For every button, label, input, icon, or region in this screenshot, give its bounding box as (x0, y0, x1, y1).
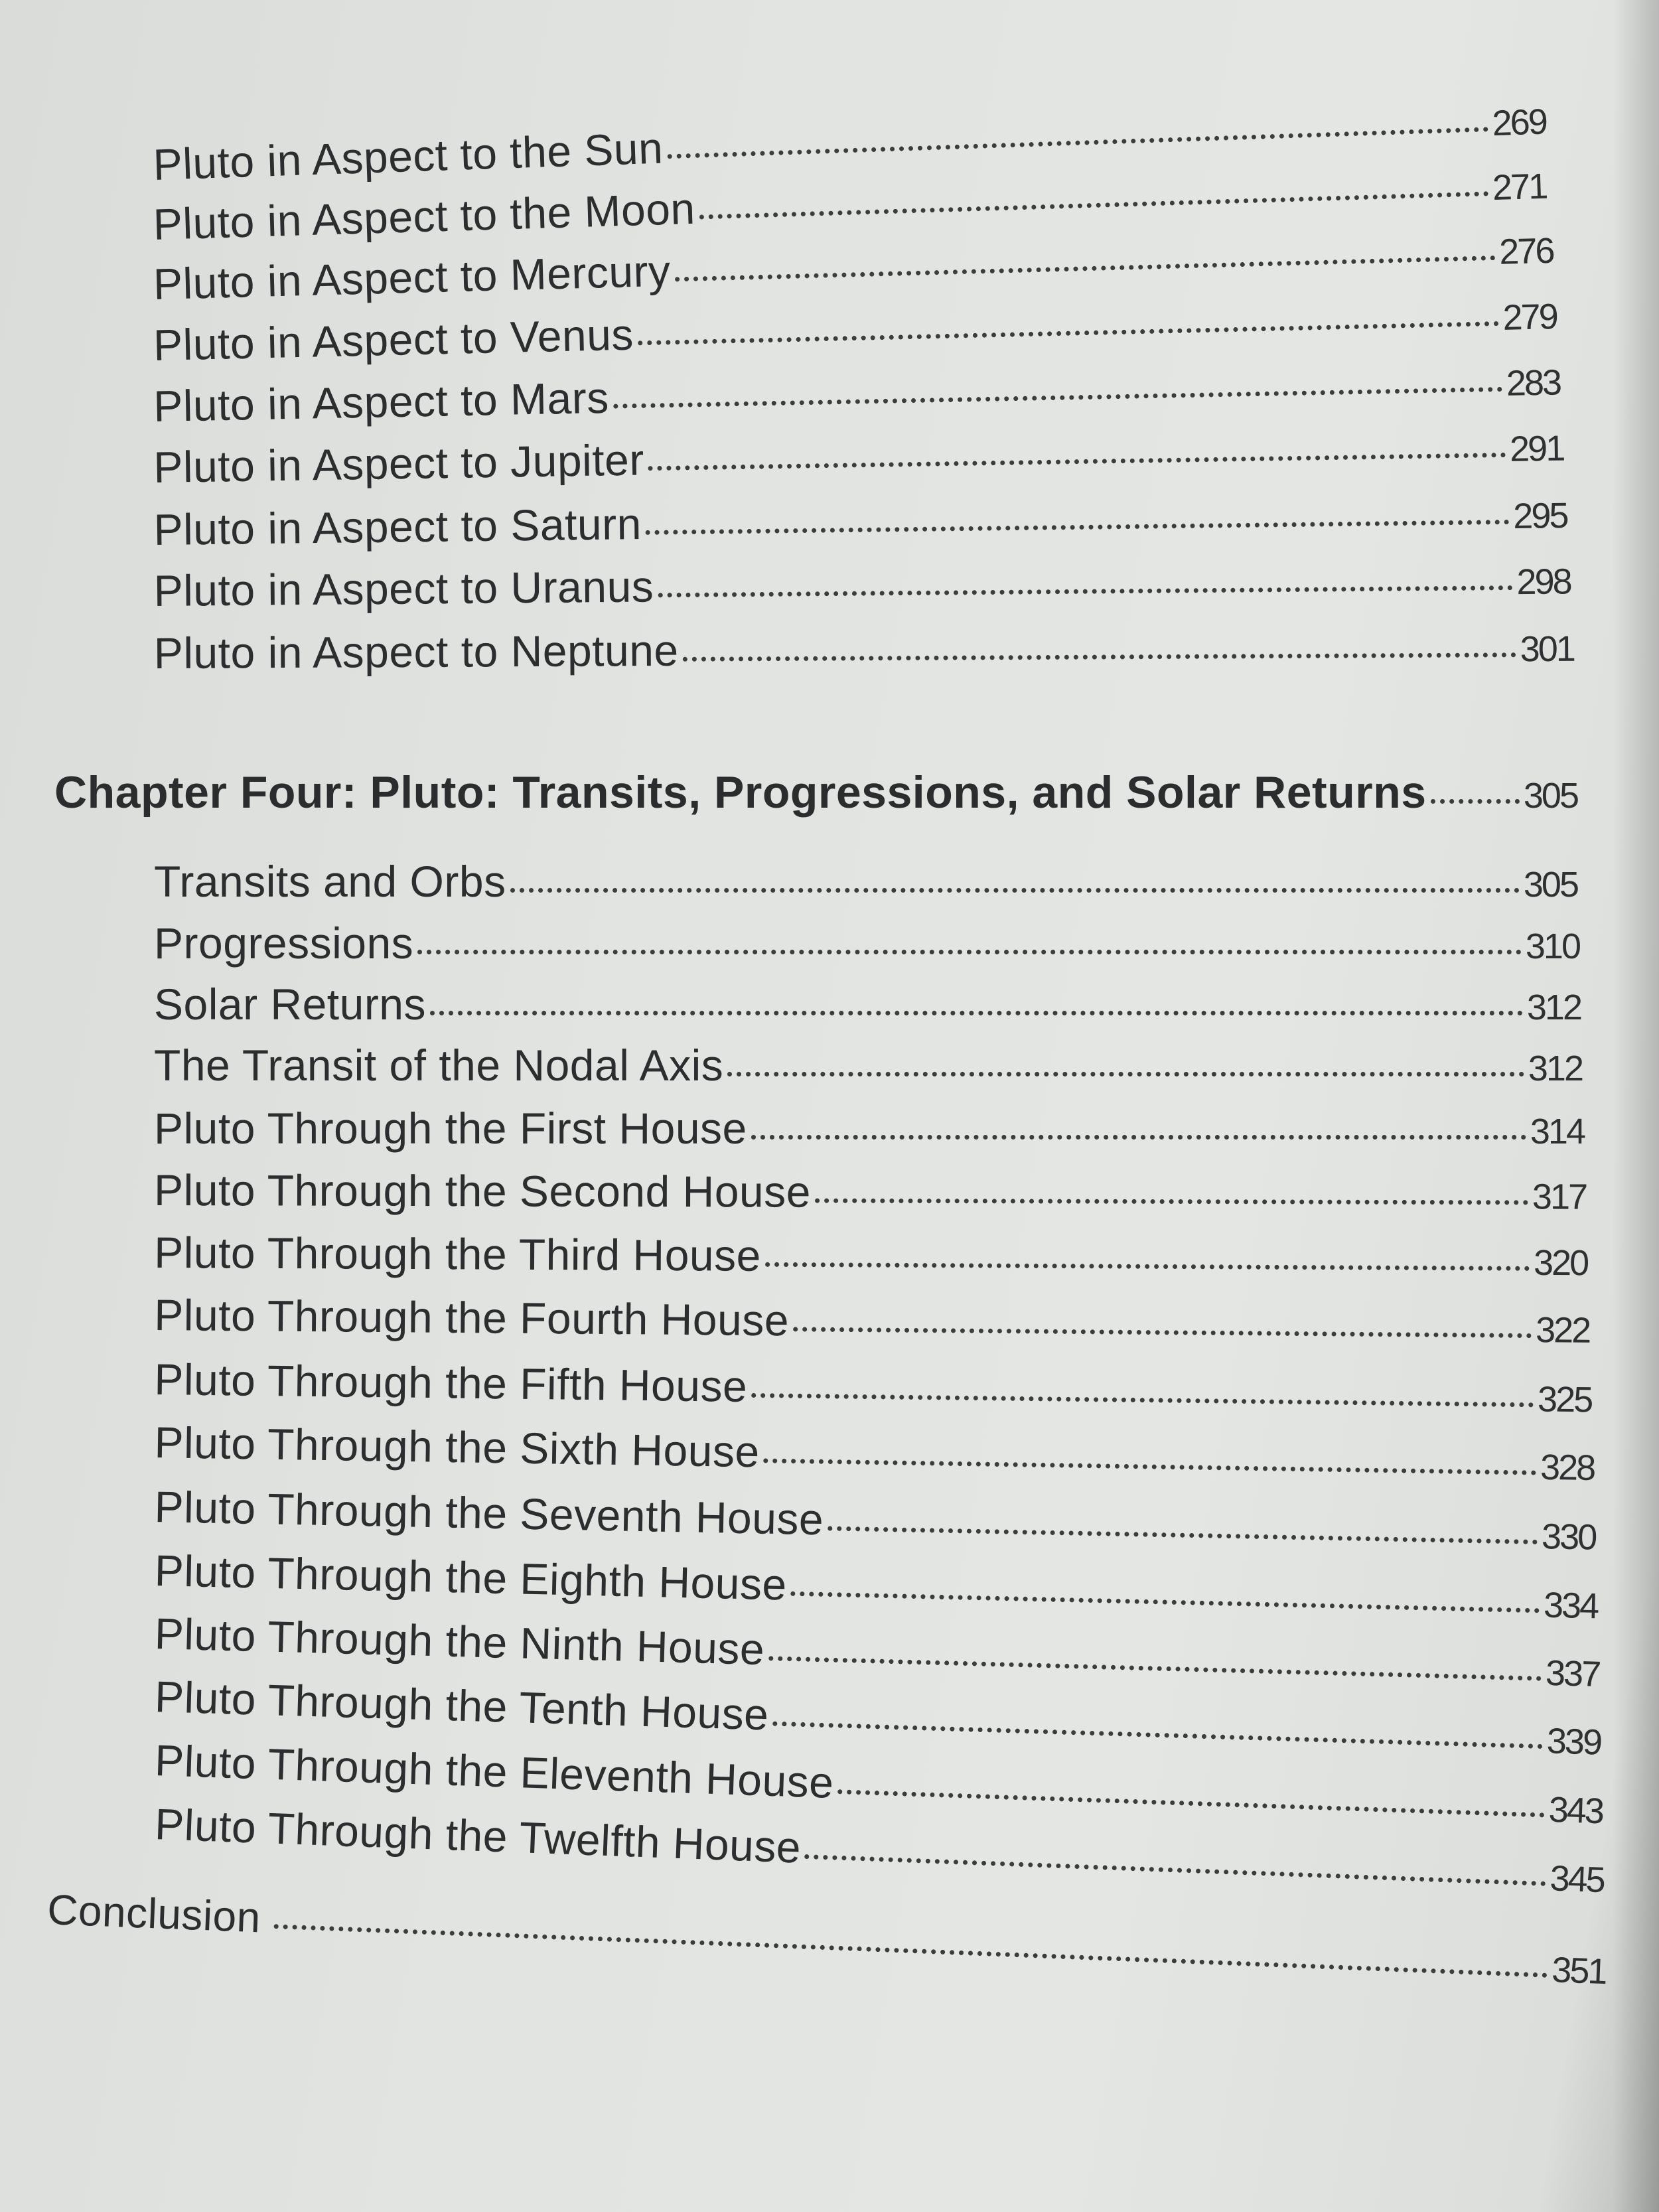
dot-leader (430, 1011, 1523, 1015)
dot-leader (790, 1591, 1540, 1613)
toc-entry[interactable] (154, 856, 1577, 907)
toc-page-number: 345 (1549, 1858, 1605, 1901)
toc-entry-title: Pluto Through the Fifth House (154, 1355, 748, 1411)
toc-entry-title: Pluto Through the Sixth House (154, 1418, 760, 1477)
toc-entry-title: Pluto in Aspect to Neptune (153, 625, 679, 678)
toc-entry[interactable] (154, 1417, 1595, 1490)
toc-entry[interactable] (153, 553, 1571, 616)
toc-entry-title: Pluto in Aspect to Mars (153, 372, 610, 431)
toc-page-number: 301 (1520, 628, 1574, 670)
toc-entry[interactable] (154, 1227, 1587, 1285)
toc-entry[interactable] (154, 918, 1579, 968)
dot-leader (815, 1199, 1528, 1205)
toc-page-number: 337 (1545, 1653, 1600, 1695)
dot-leader (646, 520, 1510, 535)
toc-entry[interactable] (154, 1165, 1586, 1219)
toc-entry-title: Pluto in Aspect to Jupiter (153, 435, 645, 492)
toc-entry-title: Pluto in Aspect to Uranus (153, 561, 654, 616)
dot-leader (763, 1458, 1536, 1475)
toc-entry-title: Transits and Orbs (154, 857, 506, 906)
toc-page-number: 276 (1498, 230, 1554, 272)
dot-leader (510, 888, 1520, 893)
toc-entry-title: Pluto Through the Twelfth House (154, 1799, 802, 1872)
dot-leader (727, 1072, 1524, 1076)
toc-entry[interactable] (154, 1290, 1590, 1353)
toc-entry-title: Pluto Through the Eleventh House (154, 1735, 835, 1807)
dot-leader (765, 1262, 1530, 1271)
dot-leader (837, 1789, 1545, 1817)
toc-entry[interactable] (154, 1040, 1582, 1090)
toc-entry[interactable] (154, 1354, 1592, 1422)
toc-page-number: 328 (1540, 1447, 1595, 1489)
toc-entry-title: Pluto in Aspect to Saturn (153, 499, 642, 555)
toc-page-number: 305 (1523, 865, 1577, 905)
toc-entry[interactable] (154, 621, 1574, 678)
toc-entry-title: Solar Returns (154, 980, 427, 1029)
toc-entry-title: Pluto in Aspect to the Moon (152, 183, 696, 250)
dot-leader (417, 950, 1522, 954)
dot-leader (273, 1924, 1548, 1978)
toc-page-number: 291 (1509, 428, 1564, 469)
dot-leader (667, 127, 1488, 159)
toc-page-number: 334 (1543, 1585, 1598, 1627)
toc-page-number: 279 (1502, 297, 1557, 338)
toc-page-number: 322 (1535, 1310, 1590, 1351)
toc-page-number: 314 (1530, 1112, 1584, 1151)
toc-entry[interactable] (153, 487, 1567, 555)
dot-leader (638, 321, 1499, 345)
toc-entry-title: Pluto Through the Eighth House (154, 1546, 788, 1609)
toc-entry-title: The Transit of the Nodal Axis (154, 1041, 724, 1090)
toc-page-number: 305 (1523, 776, 1577, 816)
conclusion-entry[interactable] (46, 1885, 1607, 1994)
toc-page-number: 295 (1512, 495, 1567, 536)
toc-entry[interactable] (154, 979, 1581, 1029)
dot-leader (699, 191, 1489, 219)
toc-page-number: 351 (1551, 1950, 1607, 1992)
dot-leader (772, 1722, 1543, 1749)
dot-leader (675, 256, 1496, 281)
toc-entry-title: Pluto Through the Second House (154, 1165, 811, 1217)
toc-page-number: 283 (1506, 362, 1561, 404)
chapter-title: Chapter Four: Pluto: Transits, Progressions, and Solar Returns (54, 767, 1427, 818)
toc-page-number: 310 (1525, 926, 1579, 966)
dot-leader (793, 1327, 1532, 1338)
toc-page-number: 269 (1491, 102, 1547, 144)
toc-page-number: 317 (1532, 1177, 1587, 1217)
chapter-heading[interactable] (54, 767, 1577, 818)
toc-entry-title: Pluto Through the First House (154, 1104, 747, 1153)
dot-leader (751, 1135, 1526, 1140)
dot-leader (683, 652, 1516, 662)
toc-entry-title: Pluto Through the Tenth House (154, 1672, 770, 1739)
dot-leader (751, 1393, 1534, 1407)
toc-page-number: 339 (1546, 1721, 1601, 1763)
toc-entry-title: Pluto Through the Seventh House (154, 1482, 824, 1544)
toc-entry-title: Pluto Through the Ninth House (154, 1609, 766, 1674)
toc-page-number: 320 (1533, 1242, 1588, 1284)
toc-page-number: 298 (1516, 561, 1571, 603)
toc-entry[interactable] (154, 1481, 1596, 1560)
toc-entry-title: Progressions (154, 919, 414, 968)
toc-page-number: 312 (1526, 988, 1581, 1027)
toc-page-number: 343 (1548, 1789, 1603, 1832)
dot-leader (768, 1656, 1542, 1681)
dot-leader (828, 1526, 1538, 1544)
toc-entry-title: Pluto in Aspect to the Sun (152, 123, 664, 190)
toc-page-number: 330 (1541, 1516, 1596, 1558)
toc-page-number: 325 (1537, 1379, 1592, 1420)
toc-entry-title: Conclusion (46, 1885, 262, 1942)
toc-entry-title: Pluto in Aspect to Mercury (153, 246, 672, 309)
dot-leader (658, 585, 1512, 597)
dot-leader (613, 387, 1502, 409)
dot-leader (804, 1854, 1546, 1886)
dot-leader (1431, 799, 1520, 804)
toc-entry-title: Pluto Through the Fourth House (154, 1290, 790, 1345)
dot-leader (648, 453, 1506, 471)
toc-entry[interactable] (153, 420, 1564, 492)
toc-entry-title: Pluto in Aspect to Venus (153, 309, 634, 370)
toc-entry-title: Pluto Through the Third House (154, 1228, 762, 1280)
toc-entry[interactable] (154, 1103, 1584, 1153)
toc-page-number: 271 (1492, 166, 1547, 208)
page-edge-shadow (1613, 0, 1659, 2212)
toc-page-number: 312 (1528, 1049, 1582, 1088)
